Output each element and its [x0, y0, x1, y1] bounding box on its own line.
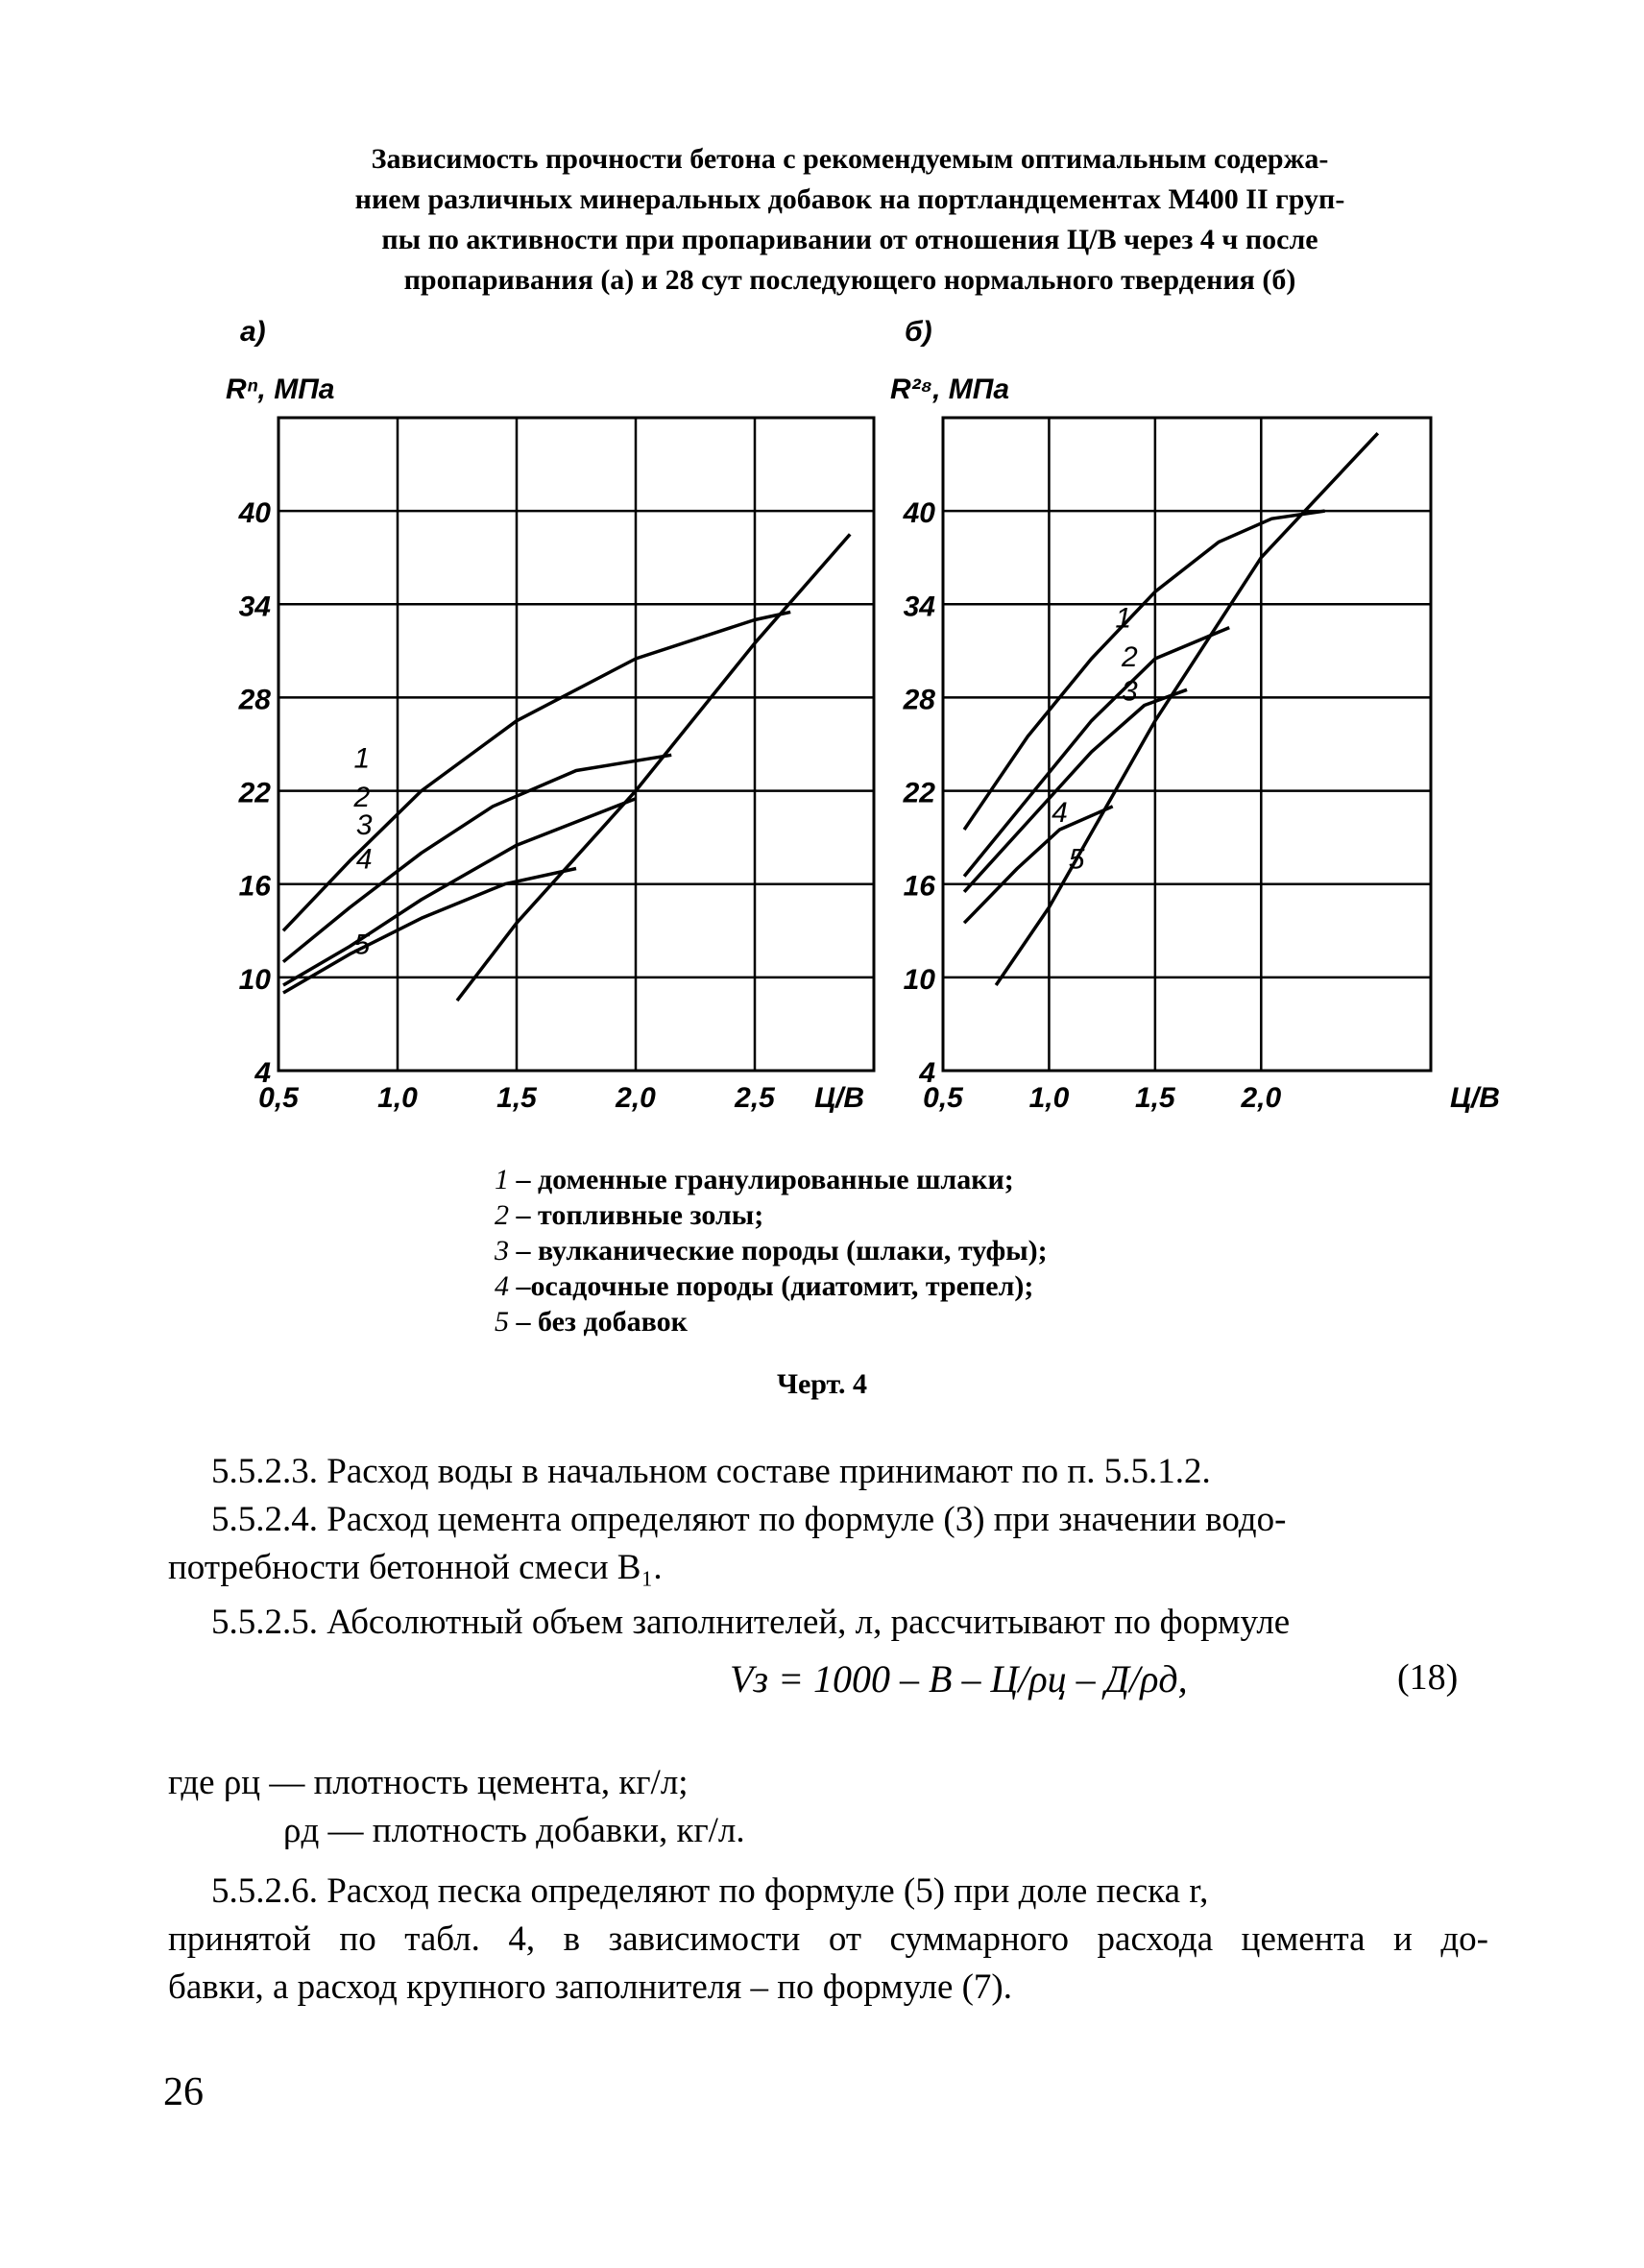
y-tick-label: 22 — [903, 777, 935, 809]
series-label-4: 4 — [1052, 796, 1068, 829]
y-axis-label: Rⁿ, МПа — [226, 374, 335, 405]
series-line-5 — [996, 433, 1378, 985]
legend-item — [495, 1268, 1048, 1304]
chart-frame — [943, 418, 1431, 1071]
paragraph-5-5-2-5: 5.5.2.5. Абсолютный объем заполнителей, л, рассчитывают по формуле — [211, 1603, 1291, 1642]
caption-line: Зависимость прочности бетона с рекомендуемым оптимальным содержа- — [371, 143, 1329, 175]
legend-num: 3 — [495, 1235, 509, 1267]
x-tick-label: 2,5 — [735, 1082, 775, 1114]
caption-line: пропаривания (а) и 28 сут последующего нормального твердения (б) — [403, 264, 1296, 296]
legend-text: –осадочные породы (диатомит, трепел); — [509, 1270, 1034, 1302]
series-label-5: 5 — [353, 929, 371, 961]
y-tick-label: 34 — [238, 591, 271, 623]
formula-number: (18) — [1397, 1657, 1459, 1698]
y-tick-label: 10 — [903, 963, 935, 996]
legend-item — [495, 1233, 1048, 1268]
legend-item — [495, 1304, 1048, 1339]
series-label-4: 4 — [355, 843, 373, 876]
paragraph-5-5-2-4: 5.5.2.4. Расход цемента определяют по формуле (3) при значении водо- — [211, 1500, 1287, 1539]
y-tick-label: 40 — [238, 497, 271, 530]
series-label-2: 2 — [353, 781, 371, 813]
legend-text: – без добавок — [509, 1306, 688, 1338]
series-label-5: 5 — [1068, 843, 1085, 876]
y-axis-label: R²⁸, МПа — [890, 374, 1010, 405]
paragraph-5-5-2-3: 5.5.2.3. Расход воды в начальном составе принимают по п. 5.5.1.2. — [211, 1452, 1211, 1491]
x-tick-label: 1,0 — [377, 1082, 418, 1114]
legend-num: 5 — [495, 1306, 509, 1338]
legend-text: – вулканические породы (шлаки, туфы); — [509, 1235, 1048, 1267]
y-tick-label: 28 — [238, 684, 271, 716]
y-tick-label: 16 — [903, 870, 935, 903]
figure-label: Черт. 4 — [776, 1368, 868, 1400]
legend-num: 4 — [495, 1270, 509, 1302]
panel-label: б) — [905, 316, 932, 348]
caption-line: пы по активности при пропаривании от отношения Ц/В через 4 ч после — [381, 224, 1318, 255]
legend-num: 1 — [495, 1164, 509, 1195]
x-tick-label: 2,0 — [1241, 1082, 1282, 1114]
legend-item — [495, 1197, 1048, 1233]
paragraph-5-5-2-6: 5.5.2.6. Расход песка определяют по формуле (5) при доле песка r, — [211, 1871, 1209, 1911]
y-tick-label: 22 — [238, 777, 271, 809]
formula-18: Vз = 1000 – B – Ц/ρц – Д/ρд, — [730, 1657, 1188, 1701]
series-label-1: 1 — [1115, 602, 1132, 635]
y-tick-label: 28 — [903, 684, 935, 716]
series-line-4 — [283, 869, 576, 994]
page-number: 26 — [163, 2070, 204, 2114]
caption-line: нием различных минеральных добавок на портландцементах М400 II груп- — [354, 183, 1345, 215]
y-tick-label: 34 — [903, 591, 935, 623]
x-tick-label: 1,0 — [1028, 1082, 1070, 1114]
y-tick-label: 40 — [903, 497, 935, 530]
chart-legend — [495, 1162, 1048, 1339]
paragraph-5-5-2-6-cont: принятой по табл. 4, в зависимости от суммарного расхода цемента и до- — [168, 1919, 1488, 1959]
y-tick-label: 10 — [238, 963, 271, 996]
series-label-3: 3 — [1122, 675, 1138, 708]
y-tick-label: 4 — [254, 1057, 271, 1089]
where-additive-density: ρд — плотность добавки, кг/л. — [283, 1811, 745, 1850]
x-tick-label: 1,5 — [1135, 1082, 1175, 1114]
series-line-2 — [283, 755, 671, 961]
series-label-1: 1 — [353, 742, 371, 775]
legend-num: 2 — [495, 1199, 509, 1231]
x-tick-label: 2,0 — [616, 1082, 656, 1114]
legend-text: – топливные золы; — [509, 1199, 764, 1231]
legend-item — [495, 1162, 1048, 1197]
legend-text: – доменные гранулированные шлаки; — [509, 1164, 1014, 1195]
x-axis-label: Ц/В — [814, 1082, 864, 1114]
where-cement-density: где ρц — плотность цемента, кг/л; — [168, 1763, 689, 1802]
paragraph-5-5-2-6-end: бавки, а расход крупного заполнителя – по формуле (7). — [168, 1967, 1013, 2007]
series-label-3: 3 — [355, 808, 373, 841]
series-label-2: 2 — [1122, 641, 1138, 674]
x-tick-label: 0,5 — [923, 1082, 963, 1114]
x-axis-label: Ц/В — [1450, 1082, 1500, 1114]
panel-label: а) — [240, 316, 266, 348]
series-line-4 — [964, 807, 1113, 923]
paragraph-5-5-2-4-cont: потребности бетонной смеси B₁. — [168, 1548, 663, 1587]
y-tick-label: 4 — [919, 1057, 935, 1089]
x-tick-label: 0,5 — [258, 1082, 299, 1114]
y-tick-label: 16 — [238, 870, 271, 903]
x-tick-label: 1,5 — [496, 1082, 537, 1114]
